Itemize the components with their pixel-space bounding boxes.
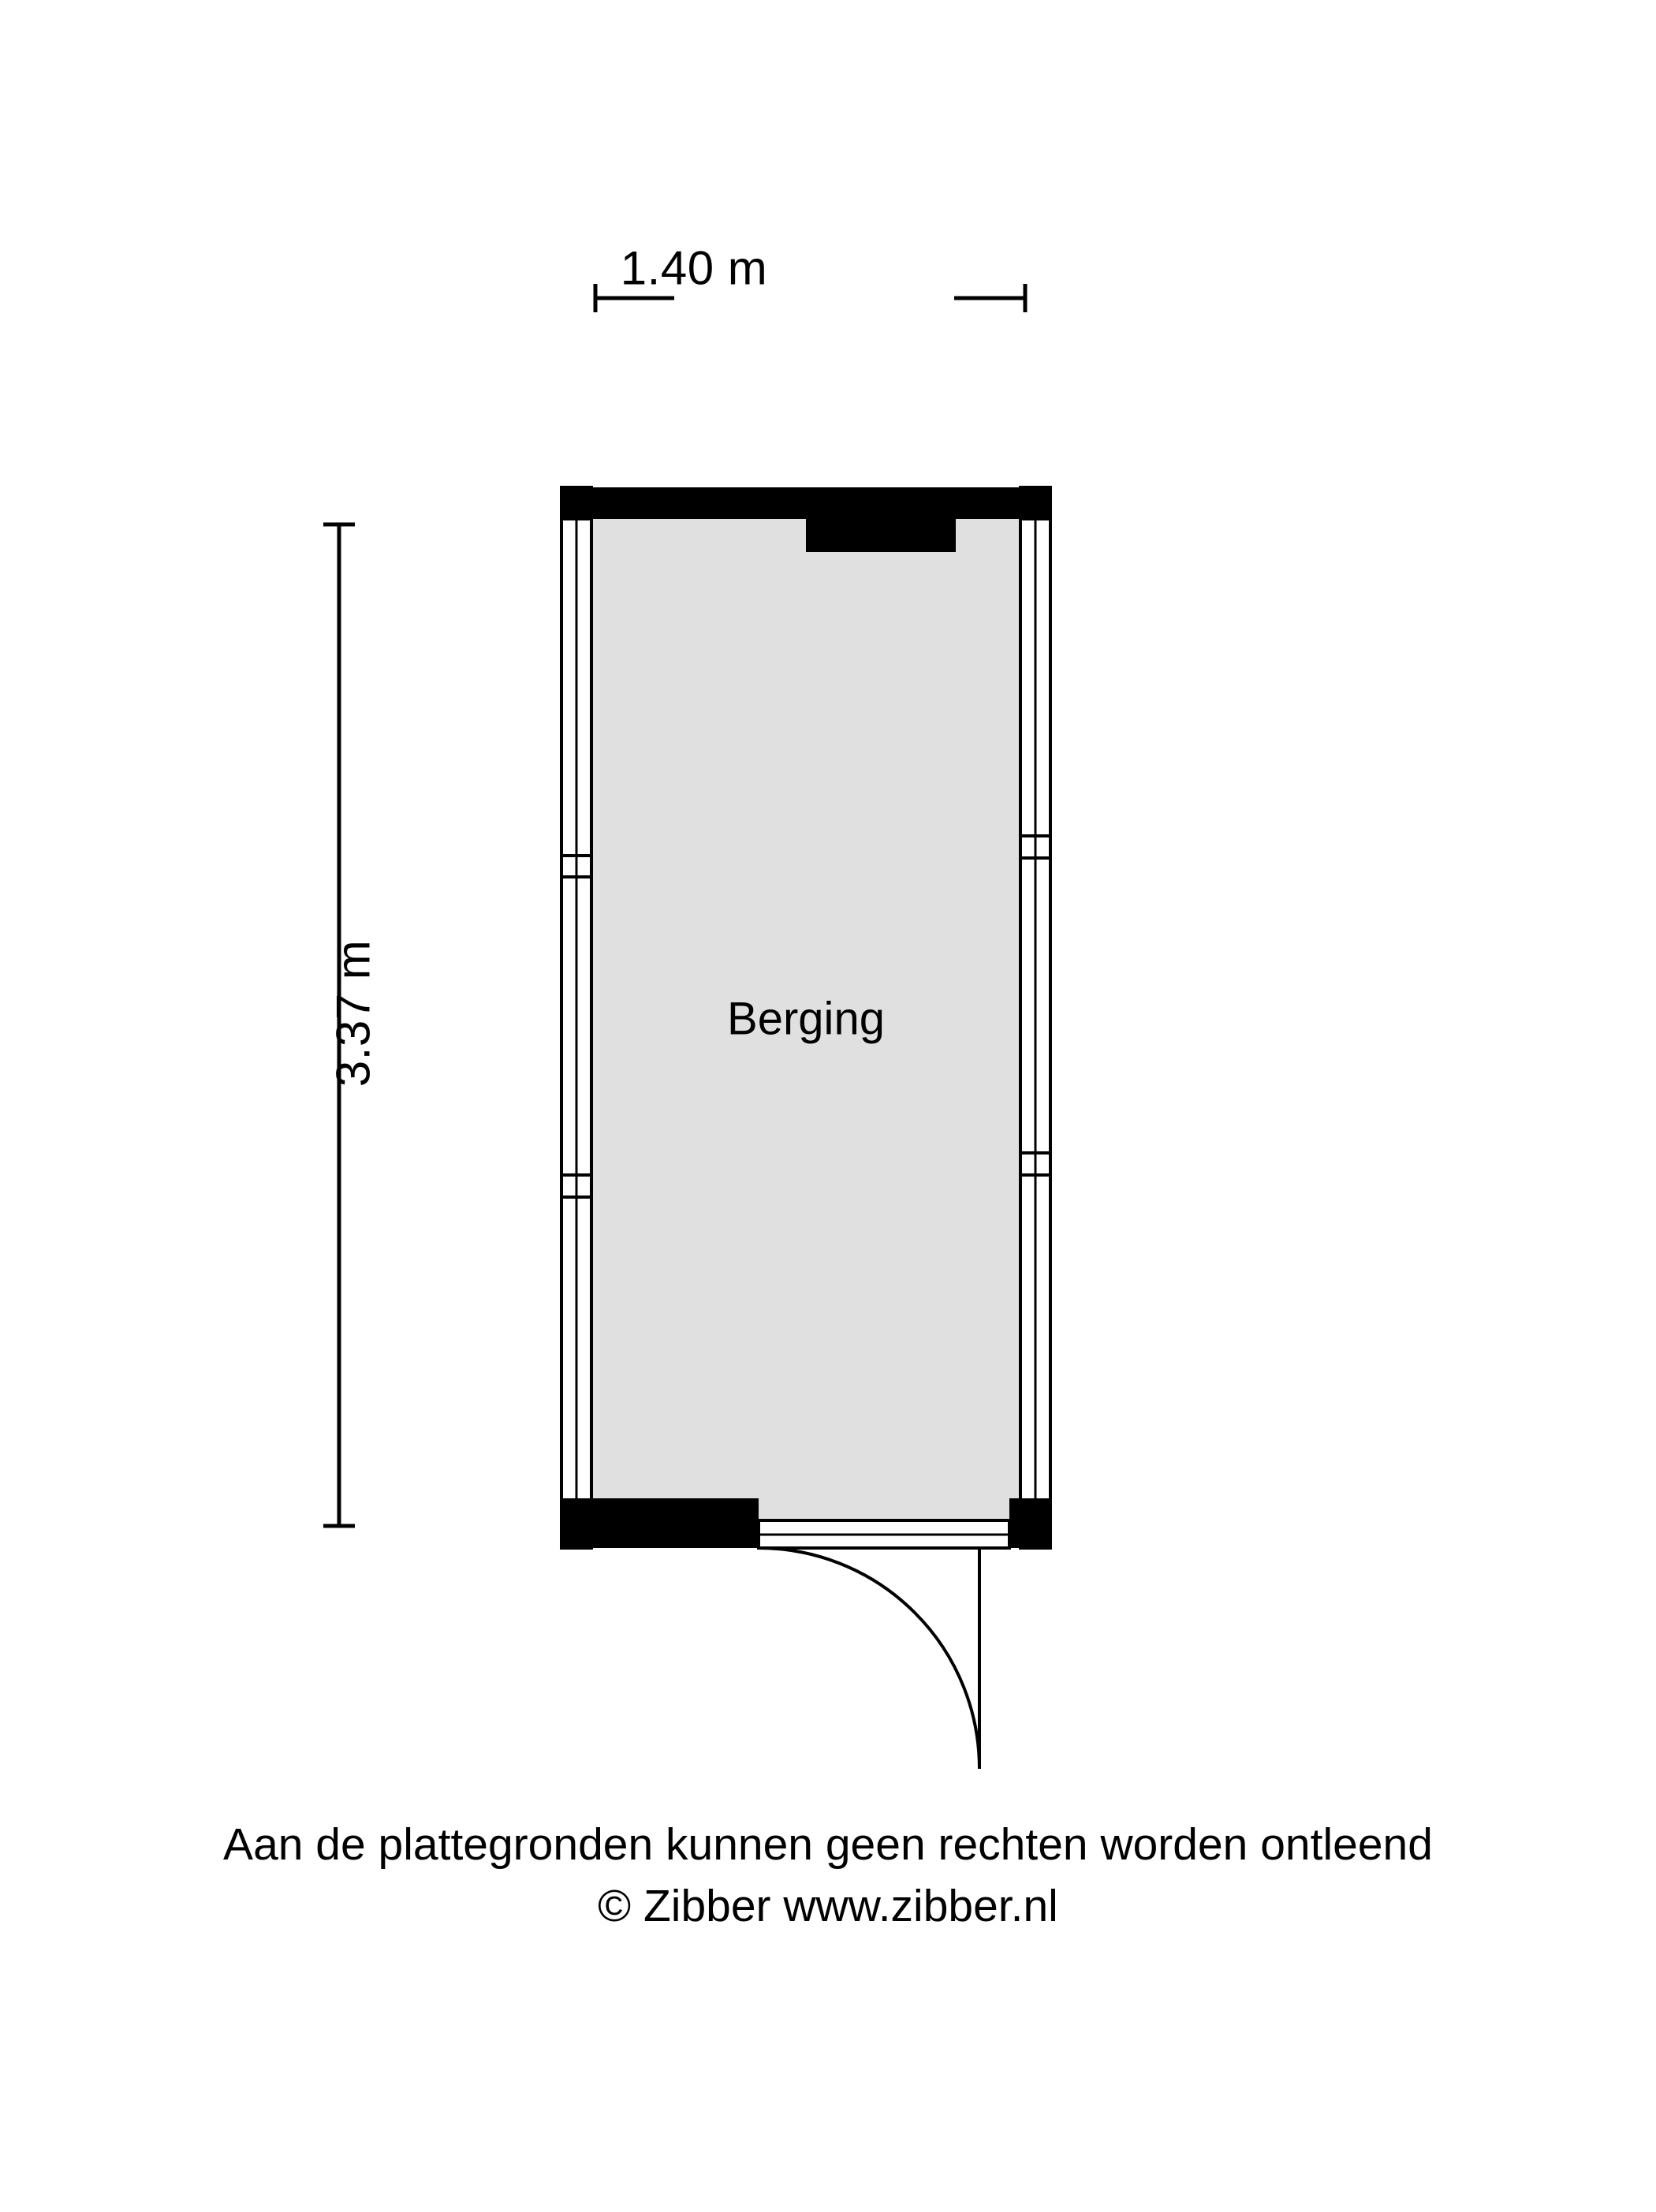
width-dimension-label: 1.40 m [620,241,768,295]
room-name-berging: Berging [727,993,885,1045]
door-swing [759,1520,1009,1769]
footer [0,1814,1656,1937]
footer-copyright: © Zibber www.zibber.nl [598,1881,1058,1931]
height-dimension-label: 3.37 m [326,939,380,1087]
footer-disclaimer: Aan de plattegronden kunnen geen rechten worden ontleend [223,1819,1433,1870]
